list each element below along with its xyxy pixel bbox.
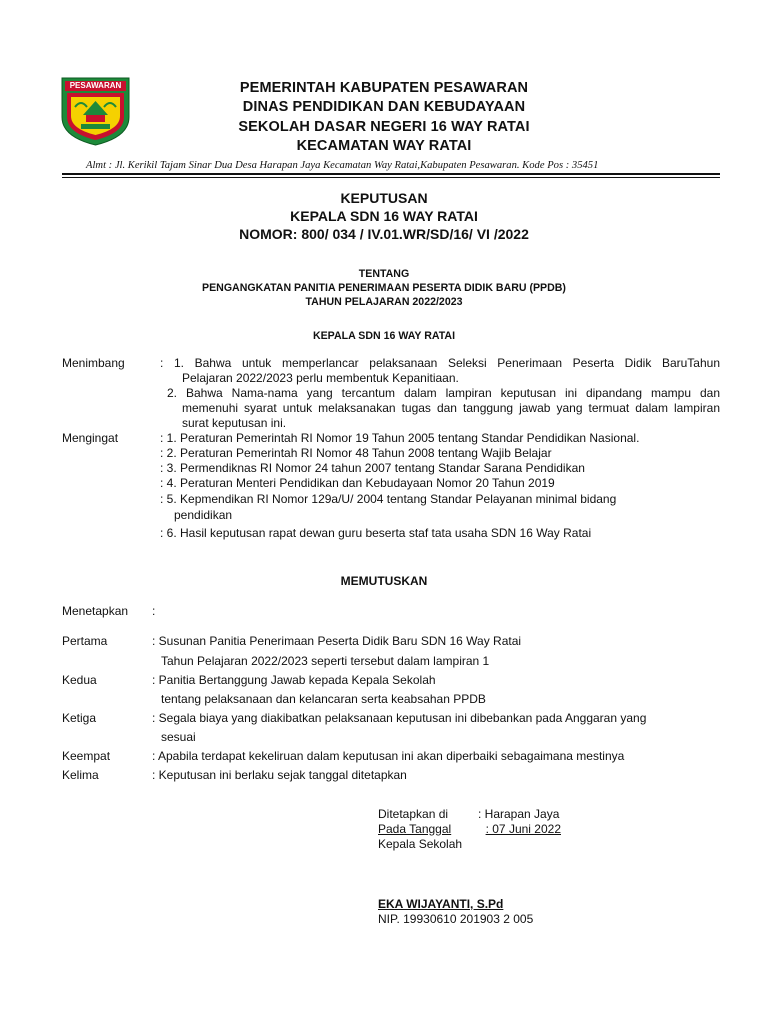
letterhead-rule-thin (62, 177, 720, 178)
first-label: Pertama (62, 634, 108, 648)
letterhead-address: Almt : Jl. Kerikil Tajam Sinar Dua Desa Harapan Jaya Kecamatan Way Ratai,Kabupaten Pesawaran. Kode Pos : 35451 (86, 160, 599, 171)
decide-heading: MEMUTUSKAN (340, 574, 428, 588)
fourth-label: Keempat (62, 749, 111, 763)
second-text-cont: tentang pelaksanaan dan kelancaran serta keabsahan PPDB (161, 692, 486, 706)
second-label: Kedua (62, 673, 97, 687)
first-text-cont: Tahun Pelajaran 2022/2023 seperti tersebut dalam lampiran 1 (161, 654, 490, 668)
decree-title: KEPUTUSAN (340, 190, 428, 206)
letterhead-school: SEKOLAH DASAR NEGERI 16 WAY RATAI (238, 119, 530, 135)
establish-colon: : (152, 604, 156, 618)
about-year: TAHUN PELAJARAN 2022/2023 (305, 296, 463, 308)
recalling-item: : 4. Peraturan Menteri Pendidikan dan Kebudayaan Nomor 20 Tahun 2019 (160, 476, 555, 490)
sign-nip: NIP. 19930610 201903 2 005 (378, 912, 534, 926)
recalling-item: : 6. Hasil keputusan rapat dewan guru beserta staf tata usaha SDN 16 Way Ratai (160, 526, 592, 540)
establish-label: Menetapkan (62, 604, 129, 618)
letterhead-office: DINAS PENDIDIKAN DAN KEBUDAYAAN (242, 99, 526, 115)
about-label: TENTANG (358, 268, 410, 280)
sign-role: Kepala Sekolah (378, 837, 463, 851)
recalling-item: : 3. Permendiknas RI Nomor 24 tahun 2007 tentang Standar Sarana Pendidikan (160, 461, 585, 475)
sign-place-value: : Harapan Jaya (478, 807, 560, 821)
recalling-item: : 1. Peraturan Pemerintah RI Nomor 19 Tahun 2005 tentang Standar Pendidikan Nasional. (160, 431, 640, 445)
considering-item-2: 2. Bahwa Nama-nama yang tercantum dalam lampiran keputusan ini dipandang mampu dan (167, 386, 720, 400)
logo-label: PESAWARAN (69, 81, 122, 90)
sign-name: EKA WIJAYANTI, S.Pd (378, 897, 504, 911)
considering-item-1: : 1. Bahwa untuk memperlancar pelaksanaan Seleksi Penerimaan Peserta Didik BaruTahun (160, 356, 720, 370)
recalling-label: Mengingat (62, 431, 119, 445)
sign-place-label: Ditetapkan di (378, 807, 449, 821)
second-text: : Panitia Bertanggung Jawab kepada Kepala Sekolah (152, 673, 436, 687)
about-subject: PENGANGKATAN PANITIA PENERIMAAN PESERTA DIDIK BARU (PPDB) (202, 282, 566, 294)
recalling-item: : 5. Kepmendikan RI Nomor 129a/U/ 2004 tentang Standar Pelayanan minimal bidang (160, 492, 617, 506)
third-text: : Segala biaya yang diakibatkan pelaksanaan keputusan ini dibebankan pada Anggaran yang (152, 711, 647, 725)
third-text-cont: sesuai (161, 730, 196, 744)
letterhead-government: PEMERINTAH KABUPATEN PESAWARAN (239, 80, 529, 96)
about-issuer: KEPALA SDN 16 WAY RATAI (312, 330, 456, 342)
fifth-label: Kelima (62, 768, 99, 782)
third-label: Ketiga (62, 711, 97, 725)
sign-date-value: : 07 Juni 2022 (485, 822, 561, 836)
recalling-item-cont: pendidikan (174, 508, 233, 522)
fourth-text: : Apabila terdapat kekeliruan dalam keputusan ini akan diperbaiki sebagaimana mestinya (152, 749, 625, 763)
letterhead-rule (62, 173, 720, 175)
recalling-item: : 2. Peraturan Pemerintah RI Nomor 48 Tahun 2008 tentang Wajib Belajar (160, 446, 552, 460)
decree-issuer: KEPALA SDN 16 WAY RATAI (290, 208, 478, 224)
fifth-text: : Keputusan ini berlaku sejak tanggal ditetapkan (152, 768, 407, 782)
considering-item-1-cont: Pelajaran 2022/2023 perlu membentuk Kepanitiaan. (182, 371, 459, 385)
sign-date-label: Pada Tanggal (378, 822, 452, 836)
first-text: : Susunan Panitia Penerimaan Peserta Didik Baru SDN 16 Way Ratai (152, 634, 522, 648)
letterhead-district: KECAMATAN WAY RATAI (296, 138, 472, 154)
considering-item-2-cont: memenuhi syarat untuk melaksanakan tugas dan tanggung jawab yang termuat dalam lampiran (182, 401, 720, 415)
considering-item-2-end: surat keputusan ini. (182, 416, 287, 430)
decree-number: NOMOR: 800/ 034 / IV.01.WR/SD/16/ VI /2022 (239, 226, 529, 242)
considering-label: Menimbang (62, 356, 125, 370)
